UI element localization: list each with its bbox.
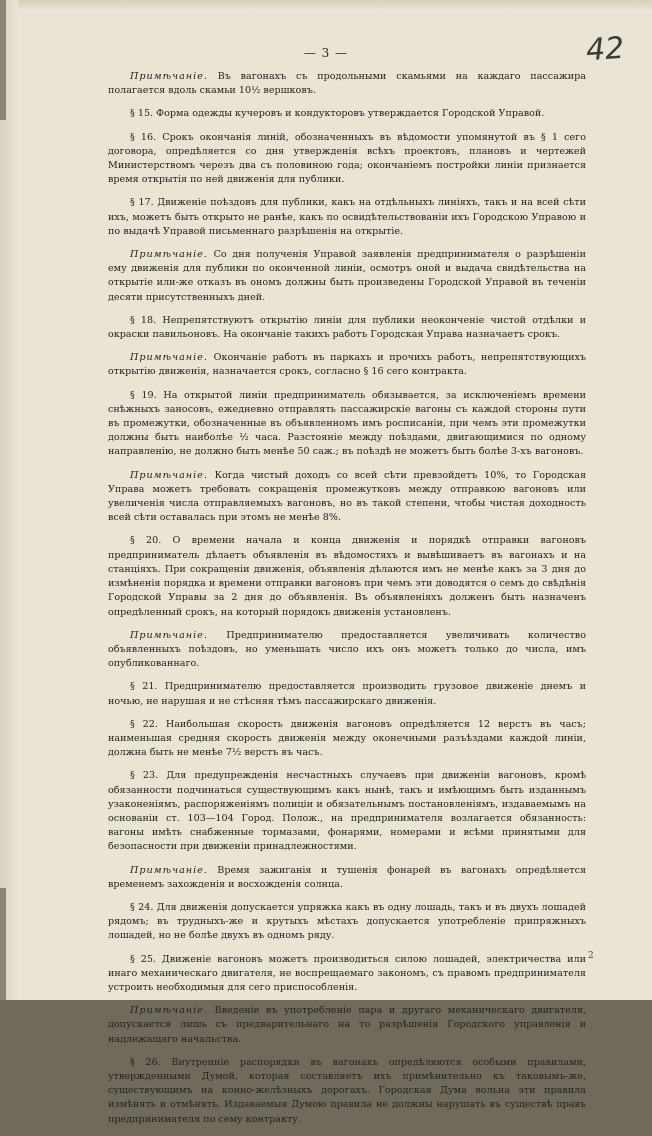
paragraph-text: § 24. Для движенія допускается упряжка какъ въ одну лошадь, такъ и въ двухъ лошадей рядомъ; въ трудныхъ-же и крутыхъ мѣстахъ допускается употребленіе припряжныхъ лошадей, но не болѣе двухъ въ одномъ ряду. (108, 901, 586, 942)
paragraph-text: § 15. Форма одежды кучеровъ и кондукторовъ утверждается Городской Управой. (130, 108, 545, 120)
binding-edge-bottom (0, 888, 6, 1000)
paragraph-text: Введеніе въ употребленіе пара и другаго механическаго двигателя, допускается лишь съ предварительнаго на то разрѣшенія Городского управленія и надлежащаго начальства. (108, 1005, 586, 1045)
page-left-shadow (0, 0, 18, 1000)
note-label: Примѣчаніе. (130, 249, 208, 261)
paragraph-text: § 16. Срокъ окончанія линій, обозначенныхъ въ вѣдомости упомянутой въ § 1 сего договора, опредѣляется со дня утвержденія всѣхъ проектовъ, плановъ и чертежей Министерствомъ черезъ два съ половиною года; окончаніемъ постройки линіи признается время открытія по ней движенія для публики. (108, 131, 586, 186)
paragraph-text: § 20. О времени начала и конца движенія и порядкѣ отправки вагоновъ предприниматель дѣлаетъ объявленія въ вѣдомостяхъ и вывѣшиваетъ въ вагонахъ и на станціяхъ. При сокращеніи движенія, объявленія дѣлаются имъ не менѣе какъ за 3 дня до измѣненія порядка и времени отправки вагоновъ при чемъ эти доводятся о семъ до свѣдѣнія Городской Управы за 2 дня до объявленія. Въ объявленіяхъ долженъ быть назначенъ опредѣленный срокъ, на который порядокъ движенія установленъ. (108, 535, 586, 618)
note-label: Примѣчаніе. (130, 1005, 208, 1017)
paragraph-text: Со дня полученія Управой заявленія предпринимателя о разрѣшеніи ему движенія для публики по оконченной линіи, осмотръ оной и выдача свидѣтельства на открытіе или-же отказъ въ ономъ должны быть произведены Городской Управой въ теченіи десяти присутственныхъ дней. (108, 249, 586, 303)
paragraph-text: § 25. Движеніе вагоновъ можетъ производиться силою лошадей, электричества или инаго механическаго двигателя, не воспрещаемаго закономъ, съ правомъ предпринимателя устроить необходимыя для сего приспособленія. (108, 953, 586, 993)
note-paragraph (108, 864, 586, 892)
note-paragraph (108, 248, 586, 305)
note-label: Примѣчаніе. (130, 71, 208, 82)
document-body (108, 70, 586, 1136)
page-top-shadow (0, 0, 652, 10)
footer-mark: 2 (588, 951, 594, 961)
note-paragraph (108, 1004, 586, 1047)
note-paragraph (108, 351, 586, 379)
note-label: Примѣчаніе. (130, 864, 208, 876)
handwritten-folio-number: 42 (584, 30, 626, 69)
note-paragraph (108, 469, 586, 526)
section-paragraph (108, 769, 586, 854)
paragraph-text: § 23. Для предупрежденія несчастныхъ случаевъ при движеніи вагоновъ, кромѣ обязанности подчинаться существующимъ какъ нынѣ, такъ и имѣющимъ быть изданнымъ узаконеніямъ, распоряженіямъ полиціи и обязательнымъ постановленіямъ, издаваемымъ на основаніи ст. 103—104 Город. Полож., на предпринимателя возлагается обязанность: вагоны имѣть снабженные тормазами, фонарями, номерами и всѣми принятыми для безопасности при движеніи принадлежностями. (108, 770, 586, 853)
paragraph-text: Время зажиганія и тушенія фонарей въ вагонахъ опредѣляется временемъ захожденія и восхожденія солнца. (108, 864, 586, 890)
binding-edge-top (0, 0, 6, 120)
section-paragraph (108, 901, 586, 944)
paragraph-text: Предпринимателю предоставляется увеличивать количество объявленныхъ поѣздовъ, но уменьшать число ихъ онъ можетъ только до числа, имъ опубликованнаго. (108, 629, 586, 670)
section-paragraph (108, 314, 586, 342)
section-paragraph (108, 953, 586, 996)
note-paragraph (108, 70, 586, 98)
section-paragraph (108, 680, 586, 708)
section-paragraph (108, 1056, 586, 1127)
section-paragraph (108, 196, 586, 239)
note-label: Примѣчаніе. (130, 469, 208, 481)
note-paragraph (108, 629, 586, 672)
note-label: Примѣчаніе. (130, 629, 208, 641)
section-paragraph (108, 107, 586, 121)
paragraph-text: § 17. Движеніе поѣздовъ для публики, какъ на отдѣльныхъ линіяхъ, такъ и на всей сѣти ихъ, можетъ быть открыто не ранѣе, какъ по освидѣтельствованіи ихъ Городскою Управою и по выдачѣ Управой письменнаго разрѣшенія на открытіе. (108, 197, 586, 237)
paragraph-text: § 26. Внутренніе распорядки въ вагонахъ опредѣляются особыми правилами, утвержденными Думой, которая составляетъ ихъ примѣнительно къ таковымъ-же, существующимъ на конно-желѣзныхъ дорогахъ. Городская Дума вольна эти правила измѣнять и отмѣнять. Издаваемыя Думою правила не должны нарушать въ существѣ правъ предпринимателя по сему контракту. (108, 1056, 586, 1125)
paragraph-text: Въ вагонахъ съ продольными скамьями на каждаго пассажира полагается вдоль скамьи 10½ вершковъ. (108, 71, 586, 97)
section-paragraph (108, 131, 586, 188)
section-paragraph (108, 534, 586, 619)
section-paragraph (108, 389, 586, 460)
section-paragraph (108, 718, 586, 761)
paragraph-text: § 18. Непрепятствуютъ открытію линіи для публики неоконченіе чистой отдѣлки и окраски павильоновъ. На окончаніе такихъ работъ Городская Управа назначаетъ срокъ. (108, 314, 586, 341)
paragraph-text: Когда чистый доходъ со всей сѣти превзойдетъ 10%, то Городская Управа можетъ требовать сокращенія промежутковъ между отправкою вагоновъ или увеличенія числа отправляемыхъ вагоновъ, но въ такой степени, чтобы чистая доходность всей сѣти оставалась при этомъ не менѣе 8%. (108, 469, 586, 524)
paragraph-text: § 19. На открытой линіи предприниматель обязывается, за исключеніемъ времени снѣжныхъ заносовъ, ежедневно отправлять пассажирскіе вагоны съ каждой стороны пути въ промежутки, обозначенные въ объявленномъ имъ росписаніи, при чемъ эти промежутки должны быть наиболѣе ½ часа. Разстояніе между поѣздами, двигающимися по одному направленію, не должно быть менѣе 50 саж.; въ поѣздѣ не можетъ быть болѣе 3-хъ вагоновъ. (108, 389, 586, 458)
page-header: — 3 — (303, 46, 349, 60)
paragraph-text: Окончаніе работъ въ паркахъ и прочихъ работъ, непрепятствующихъ открытію движенія, назначается срокъ, согласно § 16 сего контракта. (108, 352, 586, 378)
paragraph-text: § 22. Наибольшая скорость движенія вагоновъ опредѣляется 12 верстъ въ часъ; наименьшая средняя скорость движенія между оконечными разъѣздами каждой линіи, должна быть не менѣе 7½ верстъ въ часъ. (108, 718, 586, 759)
note-label: Примѣчаніе. (130, 352, 208, 364)
paragraph-text: § 21. Предпринимателю предоставляется производить грузовое движеніе днемъ и ночью, не нарушая и не стѣсняя тѣмъ пассажирскаго движенія. (108, 681, 586, 707)
